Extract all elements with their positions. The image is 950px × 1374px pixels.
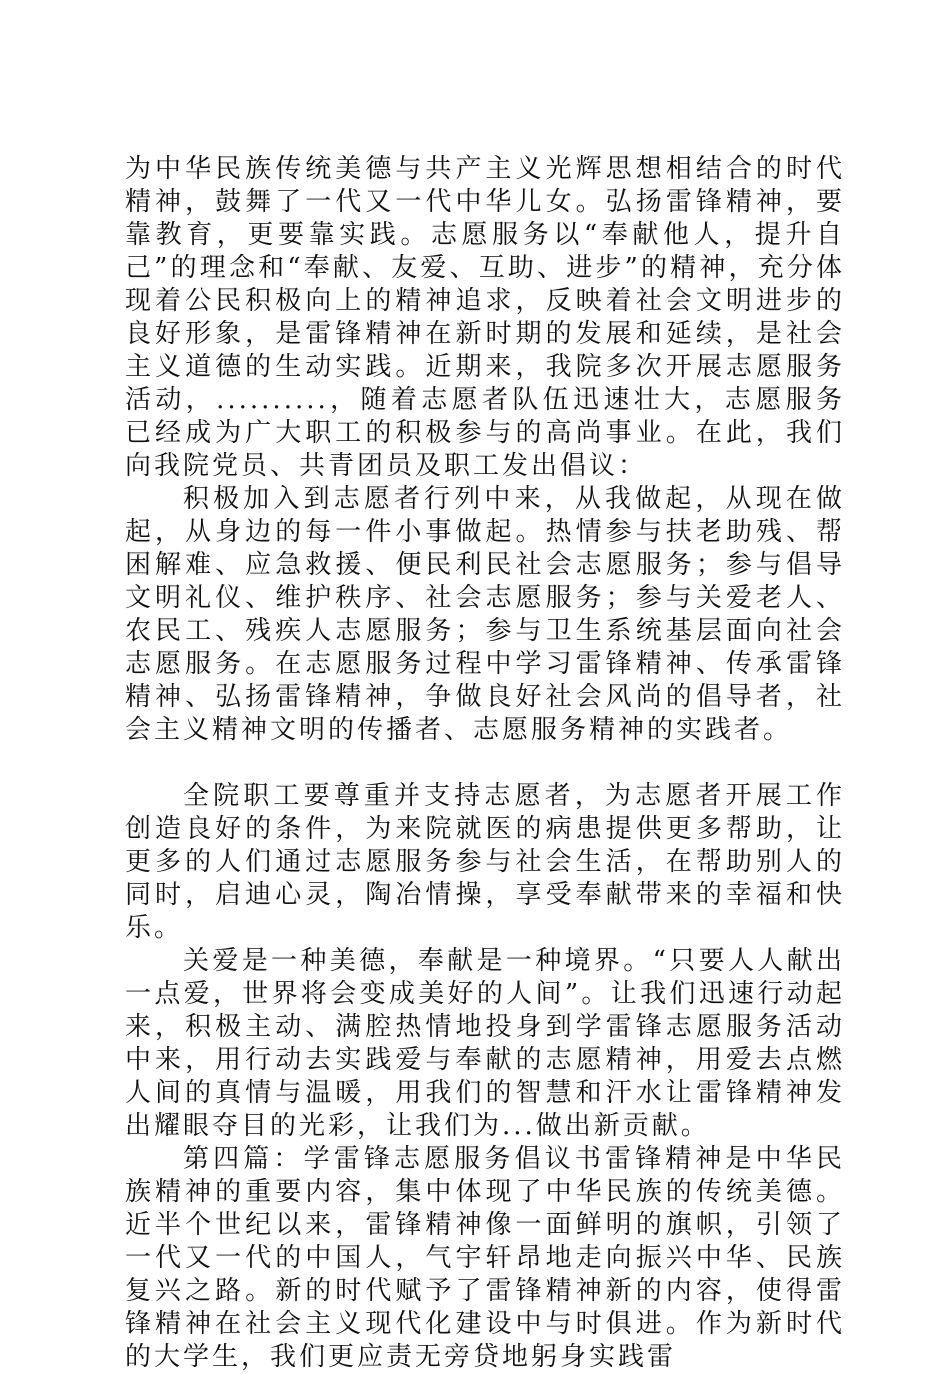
paragraph-intro: 为中华民族传统美德与共产主义光辉思想相结合的时代精神，鼓舞了一代又一代中华儿女。弘扬雷锋精神，要靠教育，更要靠实践。志愿服务以“奉献他人，提升自己”的理念和“奉献、友爱、互助、进步”的精神，充分体现着公民积极向上的精神追求，反映着社会文明进步的良好形象，是雷锋精神在新时期的发展和延续，是社会主义道德的生动实践。近期来，我院多次开展志愿服务活动，..........，随着志愿者队伍迅速壮大，志愿服务已经成为广大职工的积极参与的高尚事业。在此，我们向我院党员、共青团员及职工发出倡议： — [125, 154, 845, 481]
paragraph-love-and-dedication: 关爱是一种美德，奉献是一种境界。“只要人人献出一点爱，世界将会变成美好的人间”。让我们迅速行动起来，积极主动、满腔热情地投身到学雷锋志愿服务活动中来，用行动去实践爱与奉献的志愿精神，用爱去点燃人间的真情与温暖，用我们的智慧和汗水让雷锋精神发出耀眼夺目的光彩，让我们为...做出新贡献。 — [125, 946, 845, 1141]
paragraph-spacer — [125, 747, 845, 780]
document-page — [125, 153, 845, 1374]
paragraph-support-volunteers: 全院职工要尊重并支持志愿者，为志愿者开展工作创造良好的条件，为来院就医的病患提供更多帮助，让更多的人们通过志愿服务参与社会生活，在帮助别人的同时，启迪心灵，陶冶情操，享受奉献带来的幸福和快乐。 — [125, 781, 845, 943]
paragraph-part-four: 第四篇：学雷锋志愿服务倡议书雷锋精神是中华民族精神的重要内容，集中体现了中华民族的传统美德。近半个世纪以来，雷锋精神像一面鲜明的旗帜，引领了一代又一代的中国人，气宇轩昂地走向振兴中华、民族复兴之路。新的时代赋予了雷锋精神新的内容，使得雷锋精神在社会主义现代化建设中与时俱进。作为新时代的大学生，我们更应责无旁贷地躬身实践雷 — [125, 1144, 845, 1372]
paragraph-join-volunteers: 积极加入到志愿者行列中来，从我做起，从现在做起，从身边的每一件小事做起。热情参与扶老助残、帮困解难、应急救援、便民利民社会志愿服务；参与倡导文明礼仪、维护秩序、社会志愿服务；参与关爱老人、农民工、残疾人志愿服务；参与卫生系统基层面向社会志愿服务。在志愿服务过程中学习雷锋精神、传承雷锋精神、弘扬雷锋精神，争做良好社会风尚的倡导者，社会主义精神文明的传播者、志愿服务精神的实践者。 — [125, 484, 845, 745]
